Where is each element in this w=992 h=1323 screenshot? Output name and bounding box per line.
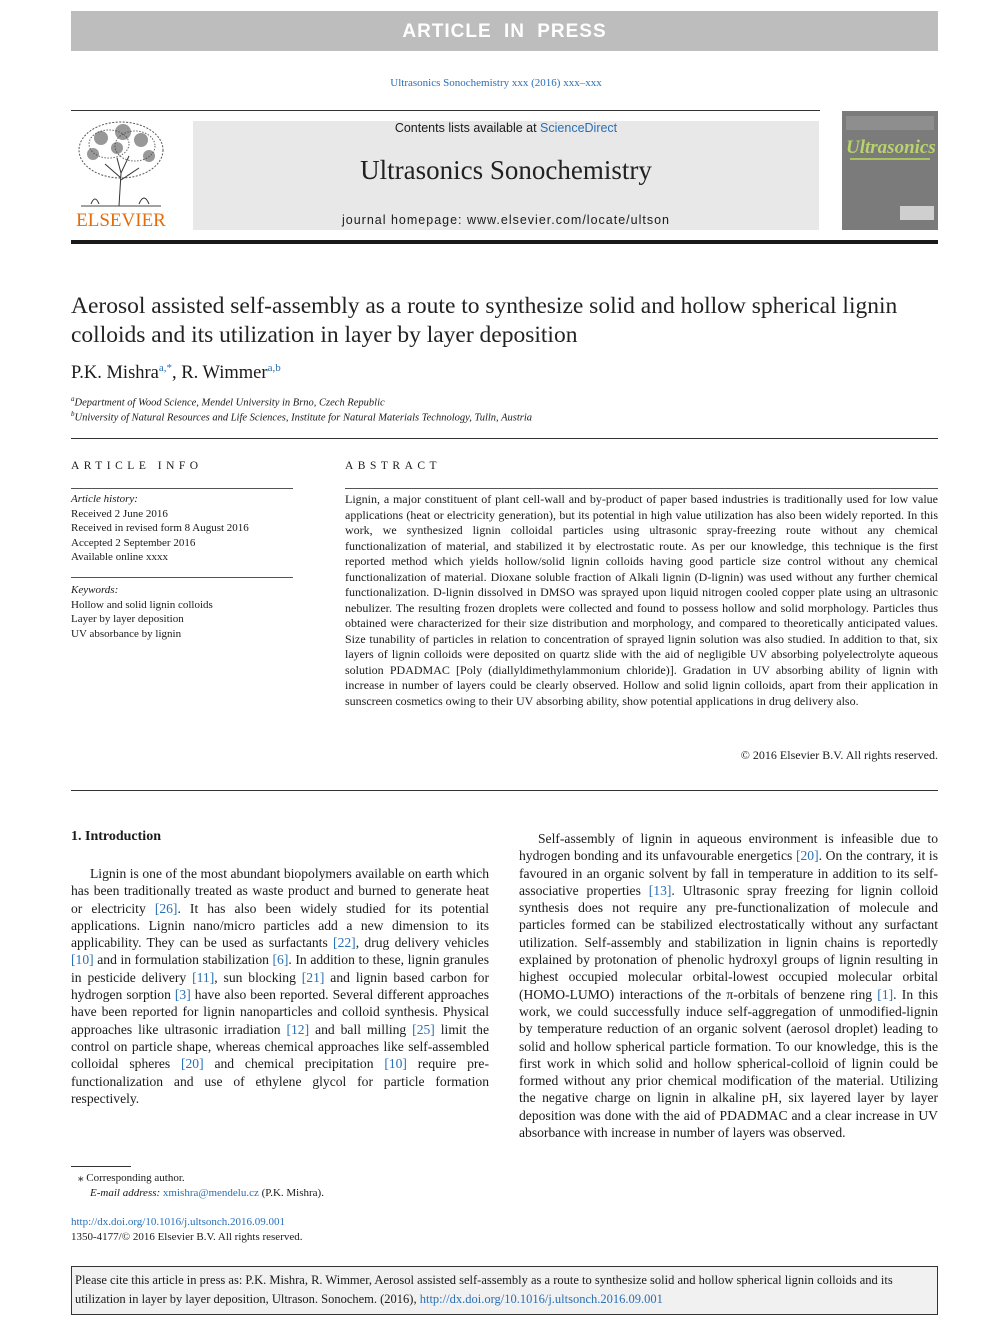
keyword: UV absorbance by lignin xyxy=(71,627,182,640)
body-text: and lignin based carbon for hydrogen sorption xyxy=(71,969,489,1003)
intro-paragraph xyxy=(71,865,489,1107)
reference-link[interactable]: [11] xyxy=(192,969,215,985)
publisher-name: ELSEVIER xyxy=(76,210,166,231)
body-text: and ball milling xyxy=(309,1021,413,1037)
journal-homepage[interactable]: journal homepage: www.elsevier.com/locate/ultson xyxy=(341,213,670,227)
reference-link[interactable]: [10] xyxy=(384,1056,407,1072)
history-item: Available online xxxx xyxy=(71,551,168,563)
reference-link[interactable]: [21] xyxy=(301,969,325,985)
email-note xyxy=(90,1187,324,1199)
history-label: Article history: xyxy=(71,493,138,505)
author-list: P.K. Mishra$^{a,*}$, R. Wimmer$^{a,b}$ xyxy=(71,362,281,384)
author-affiliation-mark[interactable]: a,b xyxy=(267,362,281,374)
intro-column-right xyxy=(519,830,938,1141)
affiliation-text: University of Natural Resources and Life Sciences, Institute for Natural Materials Technology, Tulln, Austria xyxy=(74,412,533,424)
keywords xyxy=(71,583,293,641)
journal-reference-link[interactable]: Ultrasonics Sonochemistry xxx (2016) xxx–xxx xyxy=(390,77,602,89)
article-info-rule xyxy=(71,488,293,489)
footnote-rule xyxy=(71,1166,131,1167)
citation-body: Please cite this article in press as: P.K. Mishra, R. Wimmer, Aerosol assisted self-assembly as a route to synthesize solid and hollow spherical lignin colloids and its utilization in layer by layer deposition, Ultrason. Sonochem. (2016), xyxy=(75,1273,893,1306)
reference-link[interactable]: [3] xyxy=(174,987,191,1003)
abstract-copyright: © 2016 Elsevier B.V. All rights reserved. xyxy=(740,748,938,762)
body-text: . It has also been widely studied for its potential applications. Lignin nano/micro particles add a new dimension to its applicability. They can be used as surfactants xyxy=(71,900,489,951)
abstract-heading: ABSTRACT xyxy=(345,460,442,472)
reference-link[interactable]: [20] xyxy=(795,848,819,864)
keywords-label: Keywords: xyxy=(71,584,119,596)
cover-header-strip xyxy=(846,116,934,130)
reference-link[interactable]: [1] xyxy=(877,986,894,1002)
article-title: Aerosol assisted self-assembly as a route to synthesize solid and hollow spherical lignin colloids and its utilization in layer by layer deposition xyxy=(71,293,898,348)
cover-footer-box xyxy=(900,206,934,220)
affiliation-mark: a xyxy=(71,395,75,403)
email-label: E-mail address: xyxy=(90,1187,163,1199)
article-info-heading: ARTICLE INFO xyxy=(71,460,203,472)
journal-title: Ultrasonics Sonochemistry xyxy=(360,155,652,185)
intro-column-left xyxy=(71,865,489,1107)
author-name: R. Wimmer xyxy=(181,363,268,384)
body-text: and in formulation stabilization xyxy=(93,952,273,968)
author-name: P.K. Mishra xyxy=(71,363,159,384)
body-text: , sun blocking xyxy=(214,969,302,985)
body-text: Lignin is one of the most abundant biopolymers available on earth which has been traditionally treated as waste product and burned to generate heat or electricity xyxy=(71,866,489,916)
introduction-heading: 1. Introduction xyxy=(71,829,161,844)
affiliation-mark: b xyxy=(71,410,75,418)
affiliation xyxy=(71,395,385,409)
elsevier-logo[interactable] xyxy=(71,118,171,236)
doi-link[interactable]: http://dx.doi.org/10.1016/j.ultsonch.2016.09.001 xyxy=(71,1216,285,1228)
issn-line: 1350-4177/© 2016 Elsevier B.V. All rights reserved. xyxy=(71,1231,303,1243)
masthead-rule xyxy=(71,240,938,244)
keyword: Hollow and solid lignin colloids xyxy=(71,598,213,611)
body-text: . On the contrary, it is favoured in an organic solvent by fall in temperature in addition to its self-associative properties xyxy=(519,848,938,898)
reference-link[interactable]: [20] xyxy=(180,1056,204,1072)
header-rule xyxy=(71,110,820,111)
article-in-press-banner: ARTICLE IN PRESS xyxy=(71,11,938,51)
cover-title: Ultrasonics xyxy=(846,137,936,158)
reference-link[interactable]: [25] xyxy=(412,1021,435,1037)
sciencedirect-link[interactable]: ScienceDirect xyxy=(540,121,618,135)
email-suffix: (P.K. Mishra). xyxy=(258,1187,324,1199)
abstract-bottom-rule xyxy=(71,790,938,791)
corresponding-author-note: ⁎ Corresponding author. xyxy=(78,1172,185,1184)
keyword: Layer by layer deposition xyxy=(71,613,184,625)
reference-link[interactable]: [10] xyxy=(71,952,94,968)
affiliation xyxy=(71,410,532,424)
abstract-rule xyxy=(345,488,938,489)
reference-link[interactable]: [12] xyxy=(286,1021,310,1037)
body-text: require pre-functionalization and use of ethylene glycol for particle formation respectively. xyxy=(71,1056,489,1106)
body-text: , drug delivery vehicles xyxy=(355,935,489,951)
citation-doi-link[interactable]: http://dx.doi.org/10.1016/j.ultsonch.2016.09.001 xyxy=(419,1292,663,1306)
author-affiliation-mark[interactable]: a,* xyxy=(158,362,173,374)
contents-line xyxy=(193,121,819,135)
history-item: Accepted 2 September 2016 xyxy=(71,536,196,549)
intro-paragraph xyxy=(519,830,938,1141)
reference-link[interactable]: [26] xyxy=(154,900,178,916)
body-text: . In addition to these, lignin granules in pesticide delivery xyxy=(71,952,489,985)
email-link[interactable]: xmishra@mendelu.cz xyxy=(162,1187,259,1199)
body-text: limit the control on particle shape, whereas chemical approaches like self-assembled colloidal spheres xyxy=(71,1021,489,1072)
contents-prefix: Contents lists available at xyxy=(394,121,541,135)
section-rule xyxy=(71,438,938,439)
keywords-rule xyxy=(71,577,293,578)
article-history xyxy=(71,492,293,565)
body-text: . In this work, we could successfully induce self-aggregation of unmodified-lignin by temperature reduction of an organic solvent (aerosol droplet) leading to solid and hollow spherical particle formation. To our knowledge, this is the first work in which solid and hollow spherical-colloid of lignin could be formed without any prior chemical modification of the material. Utilizing the negative charge on lignin in alkaline pH, six layered layer by layer deposition was done with the aid of PDADMAC and a clear increase in UV absorbance with increase in number of layers was observed. xyxy=(519,986,938,1141)
history-item: Received 2 June 2016 xyxy=(71,507,168,520)
body-text: Self-assembly of lignin in aqueous environment is infeasible due to hydrogen bonding and its unfavourable energetics xyxy=(519,831,938,864)
reference-link[interactable]: [22] xyxy=(333,935,356,951)
reference-link[interactable]: [6] xyxy=(272,952,289,968)
body-text: and chemical precipitation xyxy=(203,1056,385,1072)
body-text: . Ultrasonic spray freezing for lignin colloid synthesis does not require any pre-functionalization of molecule and particles formed can be stabilized electrostatically without any surfactant utilization. Self-assembly and stabilization in lignin chains is reportedly explained by protonation of phenolic hydroxyl groups of lignin resulting in highest occupied molecular orbital-lowest occupied molecular orbital (HOMO-LUMO) interactions of the π-orbitals of benzene ring xyxy=(519,882,938,1002)
citation-text xyxy=(75,1271,935,1309)
abstract-text: Lignin, a major constituent of plant cell-wall and by-product of paper based industries is traditionally used for low value applications (heat or electricity generation), but its potential in high value utilization has also been widely reported. In this work, we synthesized lignin colloidal particles using ultrasonic spray-freezing route without any chemical functionalization of material, and stabilized it by electrostatic route. As per our knowledge, this technique is the first reported method which yields hollow/solid lignin colloids having good particle size control without any chemical functionalization of material. Dioxane soluble fraction of Alkali lignin (D-lignin) was used without any further chemical functionalization. D-lignin dissolved in DMSO was sprayed upon liquid nitrogen cooled copper plate using an ultrasonic nebulizer. The resulting frozen droplets were collected and found to possess hollow and solid morphology. Particles thus obtained were characterized for their size distribution and morphology, and compared to theoretically anticipated values. Size tunability of particles in relation to concentration of sprayed lignin solution was also studied. In addition to that, six layers of lignin colloids were deposited on quartz slide with the aid of negligible UV absorbing polyelectrolyte aqueous solution PDADMAC [Poly (diallyldimethylammonium chloride)]. Gradation in UV absorbing ability of lignin with increase in number of layers could be clearly observed. Hollow and solid lignin colloids, apart from their application in sunscreen cosmetics owing to their UV absorbing ability, show potential applications in drug delivery also. xyxy=(345,492,938,708)
reference-link[interactable]: [13] xyxy=(648,882,672,898)
affiliation-text: Department of Wood Science, Mendel University in Brno, Czech Republic xyxy=(74,397,385,409)
history-item: Received in revised form 8 August 2016 xyxy=(71,522,249,534)
body-text: have also been reported. Several different approaches have been reported for lignin nanoparticles and colloid synthesis. Physical approaches like ultrasonic irradiation xyxy=(71,987,489,1037)
cover-subtitle-line xyxy=(850,158,930,160)
